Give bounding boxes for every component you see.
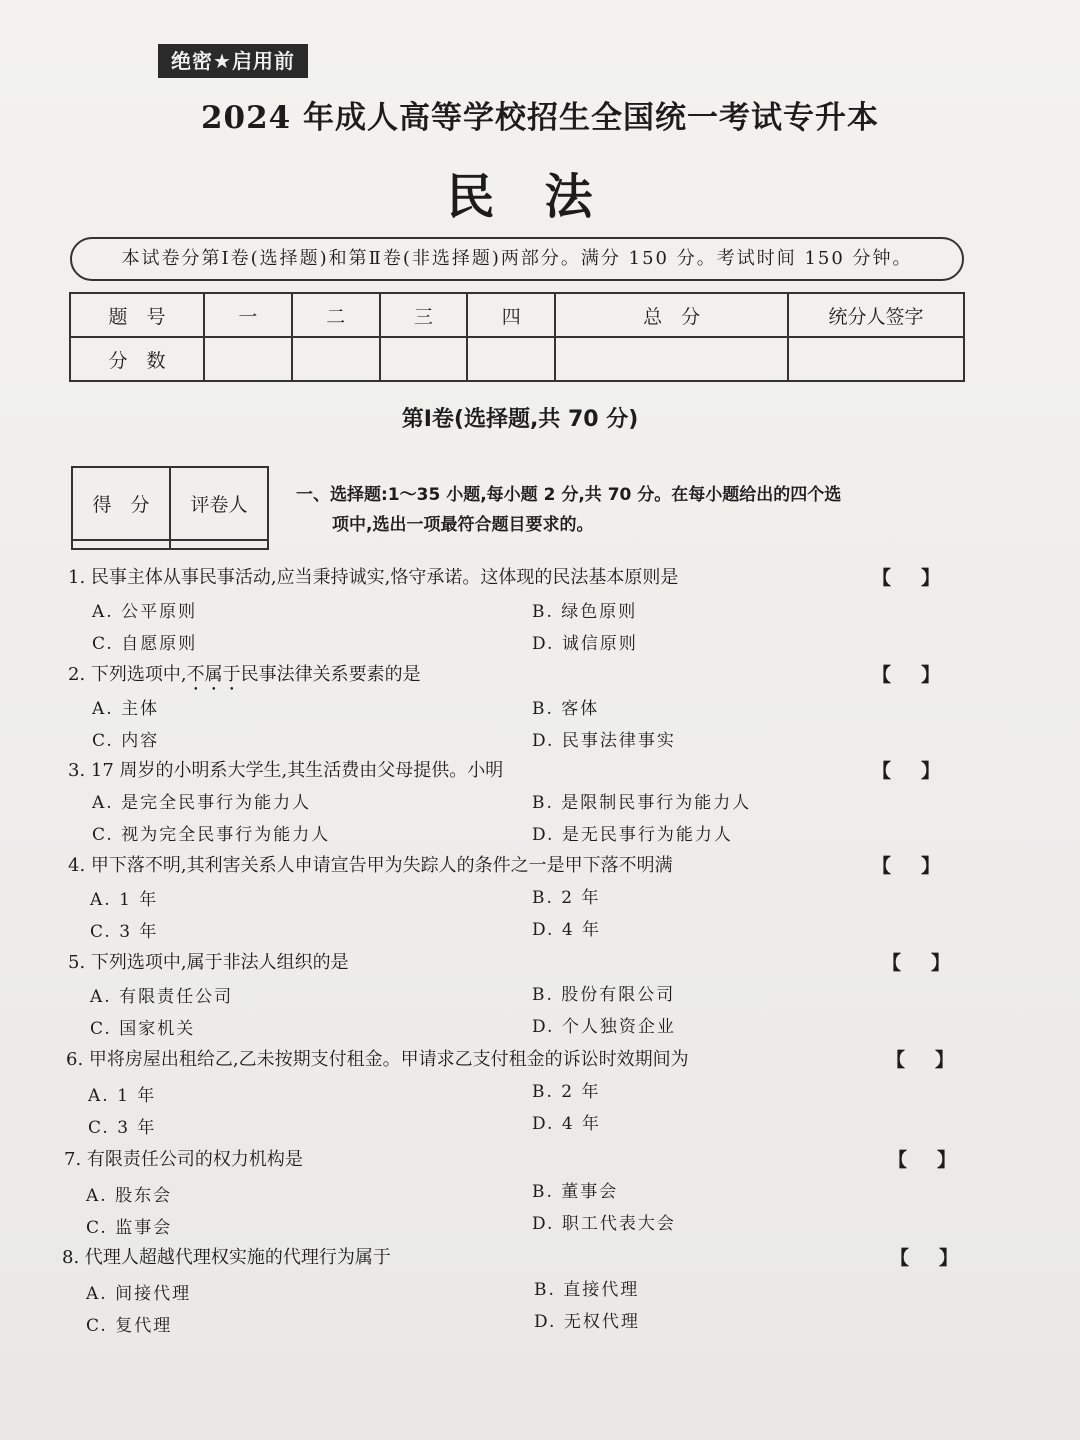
exam-notice: 本试卷分第Ⅰ卷(选择题)和第Ⅱ卷(非选择题)两部分。满分 150 分。考试时间 150 分钟。 <box>70 237 964 281</box>
option-b: B. 绿色原则 <box>532 602 638 622</box>
score-table-header-row <box>70 293 964 337</box>
option-a: A. 1 年 <box>90 890 159 910</box>
option-b: B. 2 年 <box>532 888 601 908</box>
option-d: D. 民事法律事实 <box>532 731 676 751</box>
option-c: C. 监事会 <box>86 1218 173 1238</box>
option-d: D. 职工代表大会 <box>532 1214 676 1234</box>
part-title: 第Ⅰ卷(选择题,共 70 分) <box>401 407 639 432</box>
score-table-cell: 总 分 <box>555 293 788 337</box>
score-table-cell: 统分人签字 <box>788 293 964 337</box>
answer-bracket: 【】 <box>885 1049 984 1071</box>
option-c: C. 视为完全民事行为能力人 <box>92 825 331 845</box>
option-b: B. 直接代理 <box>534 1280 640 1300</box>
option-b: B. 是限制民事行为能力人 <box>532 793 752 813</box>
score-entry-cell <box>380 337 468 381</box>
confidential-stamp: 绝密★启用前 <box>158 44 308 78</box>
stem-emphasis: 不属于 <box>186 664 241 685</box>
question-stem: 8. 代理人超越代理权实施的代理行为属于 <box>62 1247 391 1268</box>
option-d: D. 4 年 <box>532 920 602 940</box>
grader-score-cell <box>72 540 170 549</box>
option-a: A. 有限责任公司 <box>90 987 234 1007</box>
answer-bracket: 【】 <box>881 952 980 974</box>
option-c: C. 自愿原则 <box>92 634 198 654</box>
score-entry-cell <box>788 337 964 381</box>
option-a: A. 间接代理 <box>86 1284 192 1304</box>
option-c: C. 内容 <box>92 731 160 751</box>
exam-title: 2024 年成人高等学校招生全国统一考试专升本 <box>200 100 880 136</box>
option-c: C. 国家机关 <box>90 1019 196 1039</box>
grader-name-cell <box>170 540 268 549</box>
stem-text: 2. 下列选项中, <box>68 664 187 685</box>
option-b: B. 2 年 <box>532 1082 601 1102</box>
option-c: C. 复代理 <box>86 1316 173 1336</box>
option-a: A. 主体 <box>92 699 160 719</box>
section-instructions <box>296 480 976 540</box>
option-b: B. 客体 <box>532 699 600 719</box>
option-a: A. 是完全民事行为能力人 <box>92 793 312 813</box>
grader-name-label: 评卷人 <box>170 467 268 540</box>
option-c: C. 3 年 <box>88 1118 157 1138</box>
option-d: D. 无权代理 <box>534 1312 640 1332</box>
grader-score-label: 得 分 <box>72 467 170 540</box>
answer-bracket: 【】 <box>871 567 970 589</box>
answer-bracket: 【】 <box>871 760 970 782</box>
option-d: D. 诚信原则 <box>532 634 638 654</box>
question-stem: 7. 有限责任公司的权力机构是 <box>64 1149 303 1170</box>
exam-subject: 民 法 <box>446 169 594 225</box>
score-table-cell: 分 数 <box>70 337 204 381</box>
answer-bracket: 【】 <box>887 1149 986 1171</box>
score-table-cell: 三 <box>380 293 468 337</box>
option-b: B. 股份有限公司 <box>532 985 676 1005</box>
score-table-cell: 一 <box>204 293 292 337</box>
option-a: A. 1 年 <box>88 1086 157 1106</box>
option-d: D. 4 年 <box>532 1114 602 1134</box>
question-stem: 5. 下列选项中,属于非法人组织的是 <box>68 952 349 973</box>
stem-text: 民事法律关系要素的是 <box>240 664 421 685</box>
score-table-cell: 题 号 <box>70 293 204 337</box>
question-stem <box>68 660 421 695</box>
question-stem: 6. 甲将房屋出租给乙,乙未按期支付租金。甲请求乙支付租金的诉讼时效期间为 <box>66 1049 689 1070</box>
score-table-score-row <box>70 337 964 381</box>
option-c: C. 3 年 <box>90 922 159 942</box>
grader-table <box>71 466 269 550</box>
option-b: B. 董事会 <box>532 1182 619 1202</box>
question-stem: 4. 甲下落不明,其利害关系人申请宣告甲为失踪人的条件之一是甲下落不明满 <box>68 855 673 876</box>
answer-bracket: 【】 <box>889 1247 988 1269</box>
section-line: 一、选择题:1～35 小题,每小题 2 分,共 70 分。在每小题给出的四个选 <box>296 485 842 505</box>
question-stem: 3. 17 周岁的小明系大学生,其生活费由父母提供。小明 <box>68 760 504 781</box>
answer-bracket: 【】 <box>871 855 970 877</box>
score-entry-cell <box>204 337 292 381</box>
score-table-cell: 四 <box>467 293 555 337</box>
score-table-cell: 二 <box>292 293 380 337</box>
score-entry-cell <box>555 337 788 381</box>
score-entry-cell <box>292 337 380 381</box>
option-a: A. 公平原则 <box>92 602 198 622</box>
answer-bracket: 【】 <box>871 664 970 686</box>
section-line: 项中,选出一项最符合题目要求的。 <box>332 515 594 535</box>
question-stem: 1. 民事主体从事民事活动,应当秉持诚实,恪守承诺。这体现的民法基本原则是 <box>68 567 679 588</box>
option-d: D. 个人独资企业 <box>532 1017 676 1037</box>
score-table <box>69 292 965 382</box>
option-a: A. 股东会 <box>86 1186 173 1206</box>
score-entry-cell <box>467 337 555 381</box>
option-d: D. 是无民事行为能力人 <box>532 825 733 845</box>
